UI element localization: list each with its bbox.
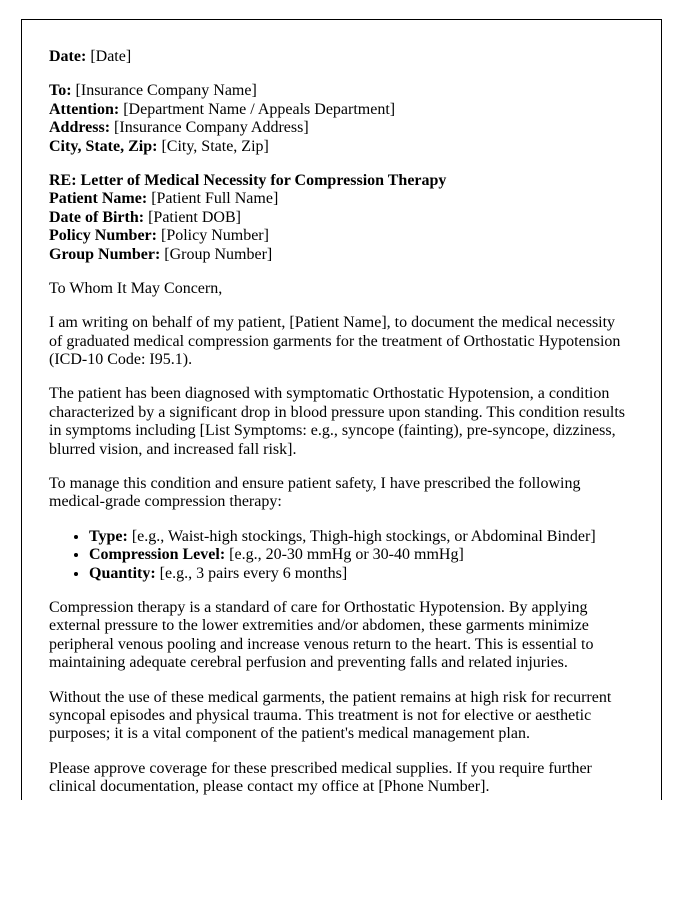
- policy-number-line: [49, 227, 631, 245]
- address-value: [Insurance Company Address]: [114, 119, 309, 137]
- prescription-compression-level-label: Compression Level:: [89, 546, 226, 564]
- medical-necessity-letter: [21, 19, 662, 800]
- body-paragraph-4: Compression therapy is a standard of care for Orthostatic Hypotension. By applying external pressure to the lower extremities and/or abdomen, these garments minimize peripheral venous pooling and increase venous return to the heart. This is essential to maintaining adequate cerebral perfusion and preventing falls and related injuries.: [49, 598, 594, 672]
- patient-name-label: Patient Name:: [49, 190, 148, 208]
- prescription-list: [49, 528, 631, 583]
- to-label: To:: [49, 82, 72, 100]
- date-label: Date:: [49, 48, 87, 65]
- city-state-zip-value: [City, State, Zip]: [161, 137, 269, 155]
- body-paragraph-6: Please approve coverage for these prescribed medical supplies. If you require further clinical documentation, please contact my office at [Phone Number].: [49, 759, 592, 796]
- patient-name-value: [Patient Full Name]: [151, 190, 279, 208]
- prescription-type-label: Type:: [89, 527, 128, 545]
- attention-value: [Department Name / Appeals Department]: [123, 100, 396, 118]
- prescription-item-type: [89, 528, 631, 546]
- body-paragraph-3: To manage this condition and ensure patient safety, I have prescribed the following medical-grade compression therapy:: [49, 475, 581, 511]
- body-paragraph-2: The patient has been diagnosed with symptomatic Orthostatic Hypotension, a condition characterized by a significant drop in blood pressure upon standing. This condition results in symptoms including [List Symptoms: e.g., syncope (fainting), pre-syncope, dizziness, blurred vision, and increased fall risk].: [49, 385, 626, 458]
- prescription-item-quantity: [89, 565, 631, 583]
- subject-block: [49, 172, 631, 264]
- date-of-birth-label: Date of Birth:: [49, 208, 145, 226]
- recipient-attention-line: [49, 101, 631, 119]
- to-value: [Insurance Company Name]: [75, 82, 257, 100]
- prescription-quantity-value: [e.g., 3 pairs every 6 months]: [159, 564, 348, 582]
- group-number-value: [Group Number]: [164, 245, 273, 263]
- recipient-to-line: [49, 82, 631, 100]
- city-state-zip-label: City, State, Zip:: [49, 137, 158, 155]
- group-number-label: Group Number:: [49, 245, 161, 263]
- prescription-quantity-label: Quantity:: [89, 564, 156, 582]
- policy-number-label: Policy Number:: [49, 227, 157, 245]
- date-of-birth-value: [Patient DOB]: [148, 208, 241, 226]
- patient-name-line: [49, 190, 631, 208]
- recipient-block: [49, 82, 631, 156]
- prescription-compression-level-value: [e.g., 20-30 mmHg or 30-40 mmHg]: [229, 546, 464, 564]
- subject-text: RE: Letter of Medical Necessity for Compression Therapy: [49, 171, 447, 189]
- attention-label: Attention:: [49, 100, 120, 118]
- recipient-address-line: [49, 119, 631, 137]
- salutation: To Whom It May Concern,: [49, 279, 223, 297]
- body-paragraph-5: Without the use of these medical garments, the patient remains at high risk for recurrent syncopal episodes and physical trauma. This treatment is not for elective or aesthetic purposes; it is a vital component of the patient's medical management plan.: [49, 688, 612, 743]
- date-value: [Date]: [90, 48, 132, 65]
- recipient-city-state-zip-line: [49, 138, 631, 156]
- date-of-birth-line: [49, 209, 631, 227]
- prescription-item-compression-level: [89, 546, 631, 564]
- address-label: Address:: [49, 119, 111, 137]
- group-number-line: [49, 246, 631, 264]
- policy-number-value: [Policy Number]: [160, 227, 269, 245]
- subject-line: [49, 172, 631, 190]
- body-paragraph-1: I am writing on behalf of my patient, [Patient Name], to document the medical necessity of graduated medical compression garments for the treatment of Orthostatic Hypotension (ICD-10 Code: I95.1).: [49, 314, 621, 369]
- prescription-type-value: [e.g., Waist-high stockings, Thigh-high stockings, or Abdominal Binder]: [131, 527, 596, 545]
- date-line: [49, 48, 631, 66]
